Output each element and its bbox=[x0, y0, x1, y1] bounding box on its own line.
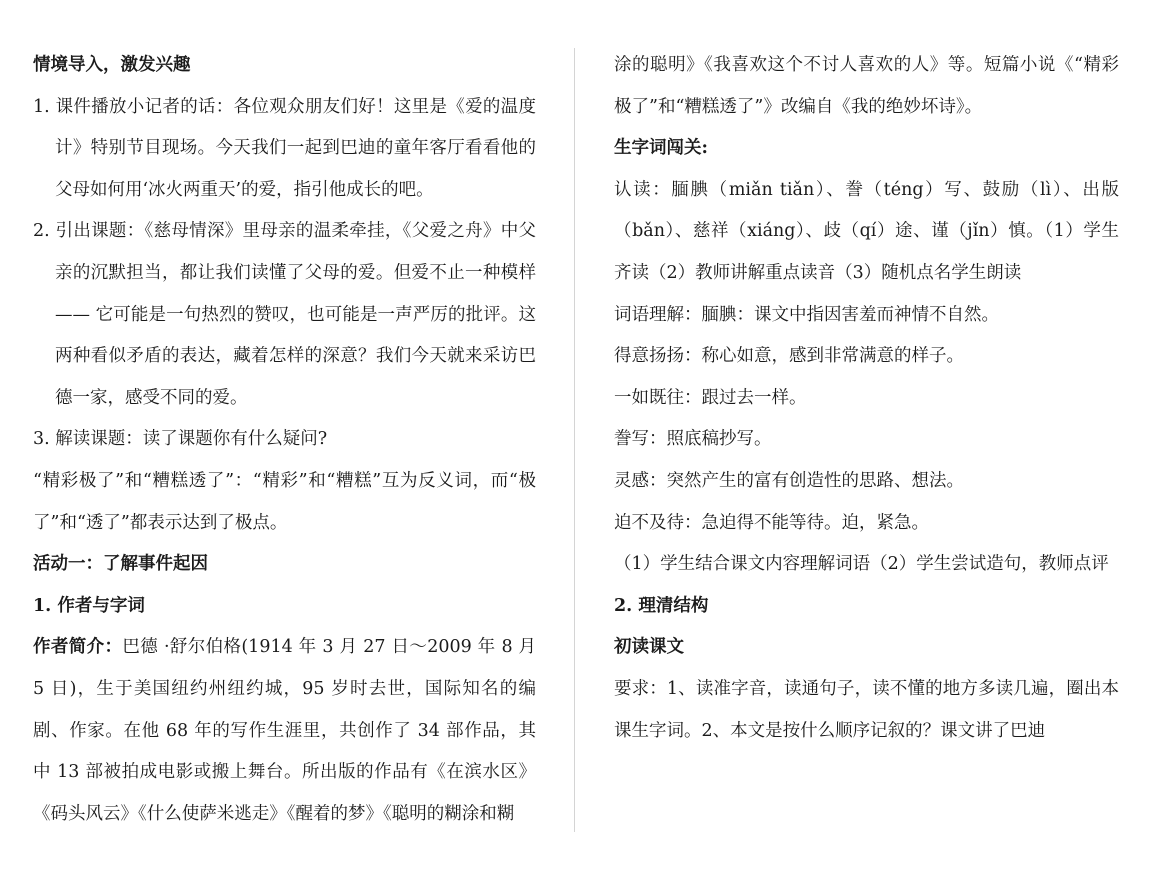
heading-intro: 情境导入，激发兴趣 bbox=[33, 55, 191, 75]
vocab-practice: （1）学生结合课文内容理解词语（2）学生尝试造句，教师点评 bbox=[614, 554, 1109, 575]
left-column bbox=[33, 45, 536, 835]
right-column bbox=[614, 45, 1119, 752]
vocab-item-4: 誊写：照底稿抄写。 bbox=[614, 429, 772, 450]
author-intro-label: 作者简介： bbox=[33, 637, 123, 658]
column-divider bbox=[574, 48, 575, 832]
heading-vocab: 生字词闯关: bbox=[614, 138, 708, 159]
vocab-item-1: 词语理解：腼腆：课文中指因害羞而神情不自然。 bbox=[614, 304, 999, 325]
intro-item-3: 3. 解读课题：读了课题你有什么疑问? bbox=[33, 429, 328, 450]
heading-activity-1: 活动一：了解事件起因 bbox=[33, 554, 208, 575]
author-intro-continued: 涂的聪明》《我喜欢这个不讨人喜欢的人》等。短篇小说《“精彩极了”和“糟糕透了”》改编自《我的绝妙坏诗》。 bbox=[614, 55, 1119, 117]
intro-item-2: 2. 引出课题：《慈母情深》里母亲的温柔牵挂，《父爱之舟》中父亲的沉默担当，都让我们读懂了父母的爱。但爱不止一种模样 —— 它可能是一句热烈的赞叹，也可能是一声严厉的批评。这两种看似矛盾的表达，藏着怎样的深意？我们今天就来采访巴德一家，感受不同的爱。 bbox=[33, 221, 536, 408]
intro-item-3-answer: “精彩极了”和“糟糕透了”：“精彩”和“糟糕”互为反义词，而“极了”和“透了”都表示达到了极点。 bbox=[33, 470, 536, 533]
reading-requirements: 要求：1、读准字音，读通句子，读不懂的地方多读几遍，圈出本课生字词。2、本文是按什么顺序记叙的？课文讲了巴迪 bbox=[614, 678, 1119, 741]
heading-first-read: 初读课文 bbox=[614, 637, 684, 658]
subheading-structure: 2. 理清结构 bbox=[614, 595, 709, 616]
vocab-item-5: 灵感：突然产生的富有创造性的思路、想法。 bbox=[614, 470, 964, 491]
reading-pronunciation: 认读：腼腆（miǎn tiǎn）、誊（téng）写、鼓励（lì）、出版（bǎn）、慈祥（xiáng）、歧（qí）途、谨（jǐn）慎。（1）学生齐读（2）教师讲解重点读音（3）随机点名学生朗读 bbox=[614, 179, 1119, 283]
vocab-item-3: 一如既往：跟过去一样。 bbox=[614, 387, 807, 408]
vocab-item-2: 得意扬扬：称心如意，感到非常满意的样子。 bbox=[614, 346, 964, 367]
vocab-item-6: 迫不及待：急迫得不能等待。迫，紧急。 bbox=[614, 512, 929, 533]
intro-item-1: 1. 课件播放小记者的话：各位观众朋友们好！这里是《爱的温度计》特别节目现场。今天我们一起到巴迪的童年客厅看看他的父母如何用‘冰火两重天’的爱，指引他成长的吧。 bbox=[33, 96, 536, 200]
subheading-author-vocab: 1. 作者与字词 bbox=[33, 595, 145, 616]
author-intro bbox=[33, 627, 536, 835]
author-intro-text: 巴德 ·舒尔伯格(1914 年 3 月 27 日～2009 年 8 月 5 日)，生于美国纽约州纽约城，95 岁时去世，国际知名的编剧、作家。在他 68 年的写作生涯里，共创作了 34 部作品，其中 13 部被拍成电影或搬上舞台。所出版的作品有《在滨水区》《码头风云》《什么使萨米逃走》《醒着的梦》《聪明的糊涂和糊 bbox=[33, 637, 537, 824]
